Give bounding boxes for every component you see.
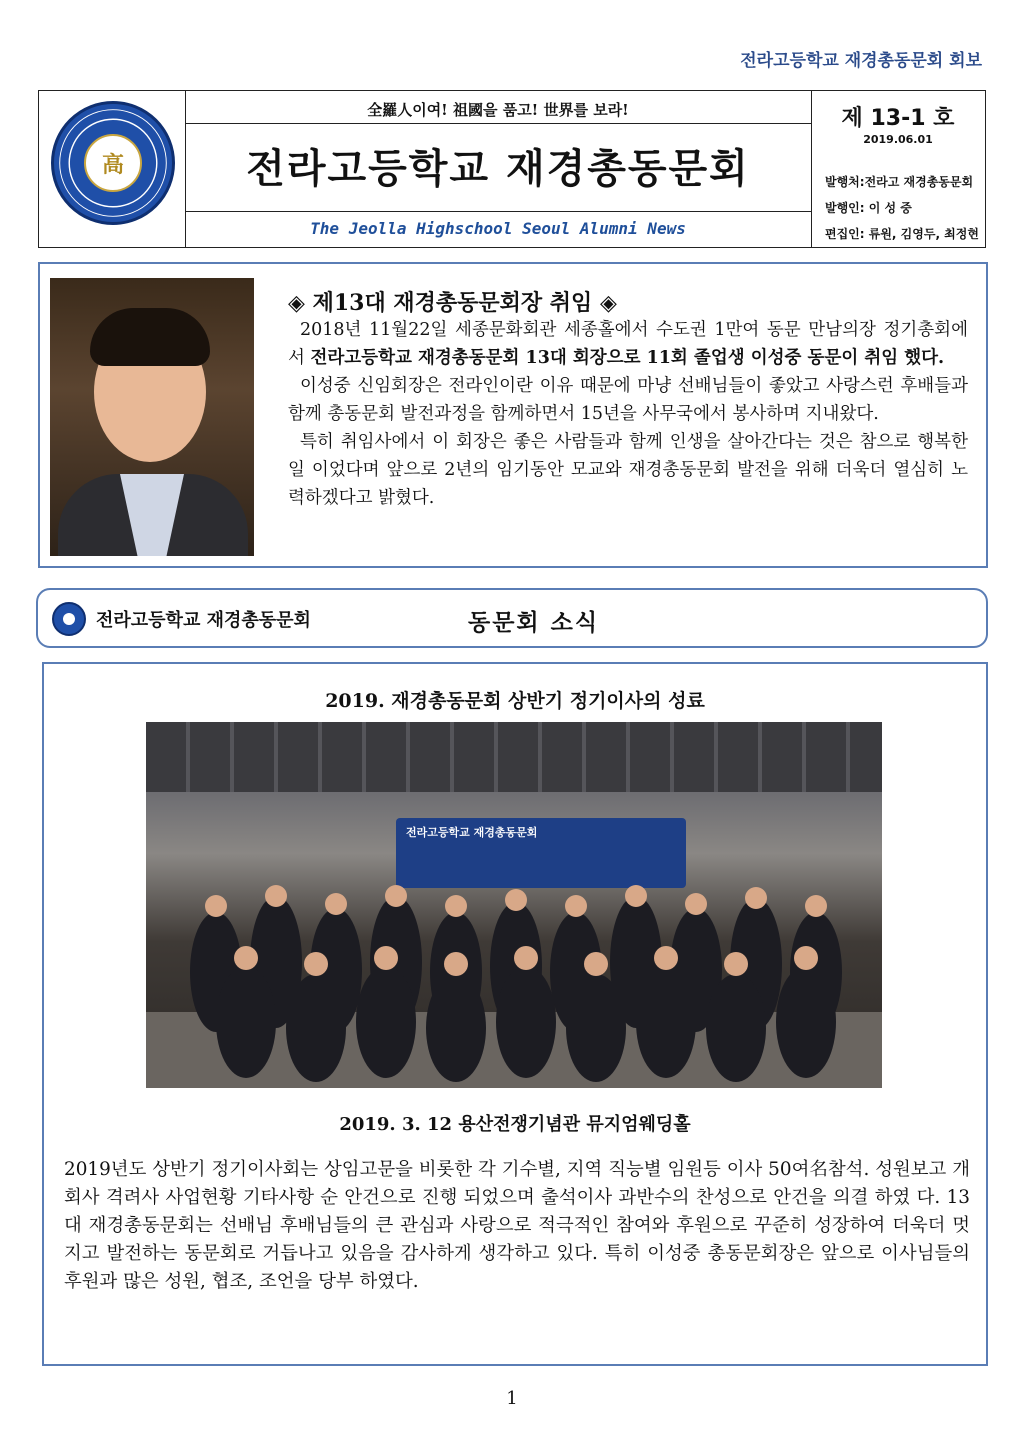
feature-paragraph — [288, 316, 968, 372]
emblem-center-glyph: 高 — [101, 152, 124, 178]
page-number: 1 — [506, 1388, 518, 1409]
publisher-office: 발행처:전라고 재경총동문회 — [825, 175, 974, 189]
newsletter-tag: 전라고등학교 재경총동문회 회보 — [740, 51, 982, 71]
crowd-illustration — [146, 862, 882, 1088]
feature-article — [38, 262, 988, 568]
section-org-name: 전라고등학교 재경총동문회 — [96, 610, 311, 631]
editors: 편집인: 류원, 김영두, 최정현 — [825, 227, 979, 241]
section-title: 동문회 소식 — [468, 609, 600, 636]
feature-title: ◈ 제13대 재경총동문회장 취임 ◈ — [288, 290, 617, 316]
slogan: 全羅人이여! 祖國을 품고! 世界를 보라! — [367, 101, 629, 119]
emblem-center — [84, 134, 142, 192]
logo-cell — [39, 91, 186, 247]
section-header — [36, 588, 988, 648]
title-cell — [185, 91, 812, 247]
news-heading: 2019. 재경총동문회 상반기 정기이사의 성료 — [325, 690, 705, 712]
president-portrait-photo — [50, 278, 254, 556]
news-body: 2019년도 상반기 정기이사회는 상임고문을 비롯한 각 기수별, 지역 직능별 임원등 이사 50여名참석. 성원보고 개회사 격려사 사업현황 기타사항 순 안건으로 진행 되었으며 출석이사 과반수의 찬성으로 안건을 의결 하였 다. 13대 재경총동문회는 선배님 후배님들의 큰 관심과 사랑으로 적극적인 참여와 후원으로 꾸준히 성장하여 더욱더 멋지고 발전하는 동문회로 거듭나고 있음을 감사하게 생각하고 있다. 특히 이성중 총동문회장은 앞으로 이사님들의 후원과 많은 성원, 협조, 조언을 당부 하였다. — [64, 1159, 970, 1292]
school-emblem-logo — [51, 101, 175, 225]
feature-text: 2018년 11월22일 세종문화회관 세종홀에서 수도권 1만여 동문 만남의장 정기총회에서 — [288, 320, 968, 368]
feature-text-bold: 전라고등학교 재경총동문회 13대 회장으로 11회 졸업생 이성중 동문이 취임 했다. — [310, 348, 945, 368]
newsletter-title: 전라고등학교 재경총동문회 — [246, 145, 750, 192]
feature-body — [288, 316, 968, 512]
issue-number: 제 13-1 호 — [841, 106, 955, 131]
photo-caption: 2019. 3. 12 용산전쟁기념관 뮤지엄웨딩홀 — [339, 1114, 691, 1135]
divider — [185, 123, 811, 124]
feature-paragraph: 이성중 신임회장은 전라인이란 이유 때문에 마냥 선배님들이 좋았고 사랑스런 후배들과 함께 총동문회 발전과정을 함께하면서 15년을 사무국에서 봉사하며 지내왔다. — [288, 376, 968, 424]
school-emblem-icon — [52, 602, 86, 636]
group-photo — [146, 722, 882, 1088]
publisher: 발행인: 이 성 중 — [825, 201, 912, 215]
divider — [185, 211, 811, 212]
masthead — [38, 90, 986, 248]
news-article — [42, 662, 988, 1366]
issue-info-cell — [811, 91, 985, 247]
english-title: The Jeolla Highschool Seoul Alumni News — [310, 219, 686, 238]
issue-date: 2019.06.01 — [863, 133, 933, 146]
photo-banner-text: 전라고등학교 재경총동문회 — [406, 826, 538, 839]
feature-paragraph: 특히 취임사에서 이 회장은 좋은 사람들과 함께 인생을 살아간다는 것은 참으로 행복한 일 이었다며 앞으로 2년의 임기동안 모교와 재경총동문회 발전을 위해 더욱더 열심히 노력하겠다고 밝혔다. — [288, 432, 968, 508]
